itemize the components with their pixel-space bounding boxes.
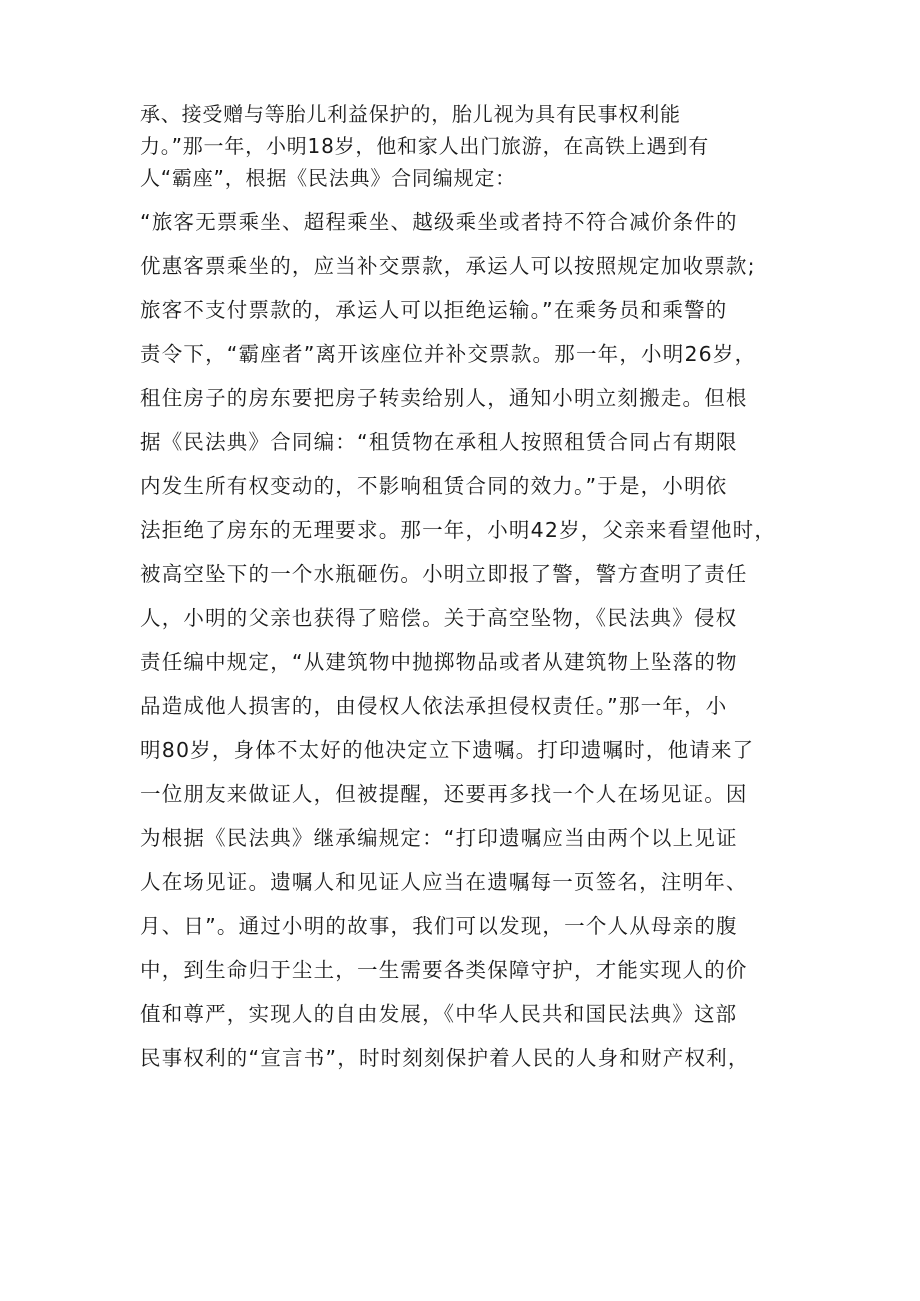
text-line: 被高空坠下的一个水瓶砸伤。小明立即报了警，警方查明了责任 (140, 562, 748, 586)
text-line: 品造成他人损害的，由侵权人依法承担侵权责任。”那一年，小 (140, 694, 728, 718)
text-line: 力。”那一年，小明18岁，他和家人出门旅游，在高铁上遇到有 (140, 134, 710, 158)
text-line: 人“霸座”，根据《民法典》合同编规定： (140, 166, 516, 190)
text-line: 值和尊严，实现人的自由发展，《中华人民共和国民法典》这部 (140, 1002, 738, 1026)
text-line: 人，小明的父亲也获得了赔偿。关于高空坠物，《民法典》侵权 (140, 606, 738, 630)
text-line: 据《民法典》合同编：“租赁物在承租人按照租赁合同占有期限 (140, 430, 738, 454)
text-line: 承、接受赠与等胎儿利益保护的，胎儿视为具有民事权利能 (140, 102, 681, 126)
text-line: 租住房子的房东要把房子转卖给别人，通知小明立刻搬走。但根 (140, 386, 748, 410)
text-line: 法拒绝了房东的无理要求。那一年，小明42岁，父亲来看望他时， (140, 518, 777, 542)
text-line: 责令下，“霸座者”离开该座位并补交票款。那一年，小明26岁， (140, 342, 757, 366)
text-line: 内发生所有权变动的，不影响租赁合同的效力。”于是，小明依 (140, 474, 728, 498)
text-line: 中，到生命归于尘土，一生需要各类保障守护，才能实现人的价 (140, 958, 748, 982)
text-line: 责任编中规定，“从建筑物中抛掷物品或者从建筑物上坠落的物 (140, 650, 738, 674)
text-line: 月、日”。通过小明的故事，我们可以发现，一个人从母亲的腹 (140, 914, 738, 938)
text-line: 优惠客票乘坐的，应当补交票款，承运人可以按照规定加收票款; (140, 254, 756, 278)
text-line: “旅客无票乘坐、超程乘坐、越级乘坐或者持不符合减价条件的 (140, 210, 738, 234)
text-line: 人在场见证。遗嘱人和见证人应当在遗嘱每一页签名，注明年、 (140, 870, 748, 894)
text-line: 旅客不支付票款的，承运人可以拒绝运输。”在乘务员和乘警的 (140, 298, 728, 322)
text-line: 民事权利的“宣言书”，时时刻刻保护着人民的人身和财产权利， (140, 1046, 750, 1070)
text-line: 为根据《民法典》继承编规定：“打印遗嘱应当由两个以上见证 (140, 826, 738, 850)
text-line: 一位朋友来做证人，但被提醒，还要再多找一个人在场见证。因 (140, 782, 748, 806)
text-line: 明80岁，身体不太好的他决定立下遗嘱。打印遗嘱时，他请来了 (140, 738, 755, 762)
